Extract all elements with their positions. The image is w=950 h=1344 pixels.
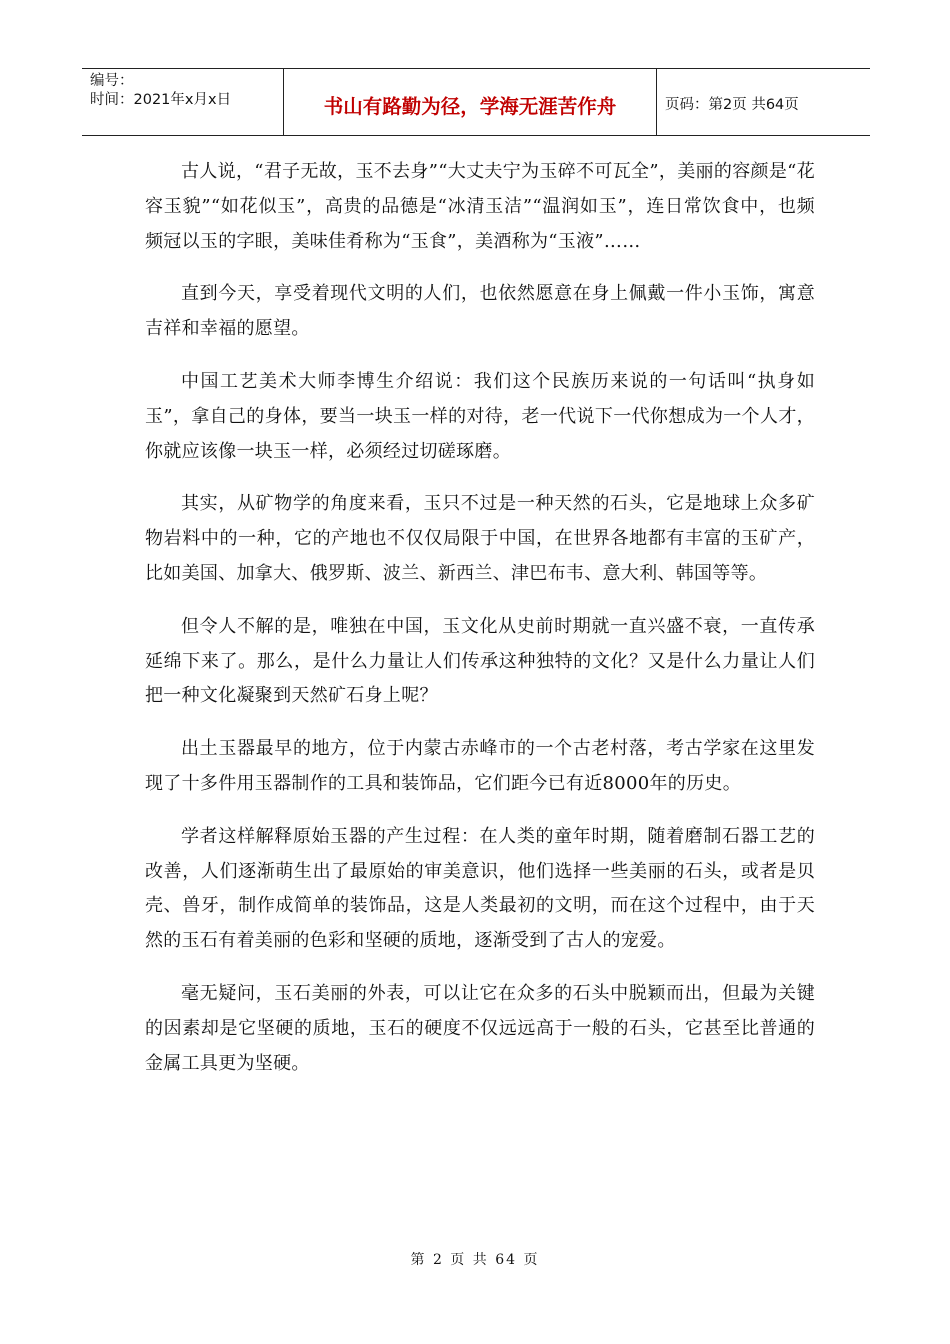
header-page-code: 页码：第2页 共64页 xyxy=(665,96,799,113)
paragraph-8: 毫无疑问，玉石美丽的外表，可以让它在众多的石头中脱颖而出，但最为关键的因素却是它坚硬的质地，玉石的硬度不仅远远高于一般的石头，它甚至比普通的金属工具更为坚硬。 xyxy=(145,982,815,1074)
header-meta xyxy=(82,69,284,135)
page-footer: 第 2 页 共 64 页 xyxy=(410,1252,540,1268)
paragraph-4: 其实，从矿物学的角度来看，玉只不过是一种天然的石头，它是地球上众多矿物岩料中的一种，它的产地也不仅仅局限于中国，在世界各地都有丰富的玉矿产，比如美国、加拿大、俄罗斯、波兰、新西兰、津巴布韦、意大利、韩国等等。 xyxy=(145,493,815,584)
header-number-label: 编号： xyxy=(90,73,134,89)
paragraph-5: 但令人不解的是，唯独在中国，玉文化从史前时期就一直兴盛不衰，一直传承延绵下来了。那么，是什么力量让人们传承这种独特的文化？又是什么力量让人们把一种文化凝聚到天然矿石身上呢？ xyxy=(145,615,815,707)
paragraph-7: 学者这样解释原始玉器的产生过程：在人类的童年时期，随着磨制石器工艺的改善，人们逐渐萌生出了最原始的审美意识，他们选择一些美丽的石头，或者是贝壳、兽牙，制作成简单的装饰品，这是人类最初的文明，而在这个过程中，由于天然的玉石有着美丽的色彩和坚硬的质地，逐渐受到了古人的宠爱。 xyxy=(145,825,815,952)
paragraph-3: 中国工艺美术大师李博生介绍说：我们这个民族历来说的一句话叫“执身如玉”，拿自己的身体，要当一块玉一样的对待，老一代说下一代你想成为一个人才，你就应该像一块玉一样，必须经过切磋琢磨。 xyxy=(145,370,815,462)
document-header xyxy=(82,68,870,136)
paragraph-6: 出土玉器最早的地方，位于内蒙古赤峰市的一个古老村落，考古学家在这里发现了十多件用玉器制作的工具和装饰品，它们距今已有近8000年的历史。 xyxy=(145,738,815,794)
header-time-label: 时间：2021年x月x日 xyxy=(90,92,232,108)
paragraph-2: 直到今天，享受着现代文明的人们，也依然愿意在身上佩戴一件小玉饰，寓意吉祥和幸福的愿望。 xyxy=(145,283,815,340)
document-body xyxy=(145,155,815,1081)
paragraph-1: 古人说，“君子无故，玉不去身”“大丈夫宁为玉碎不可瓦全”，美丽的容颜是“花容玉貌”“如花似玉”，高贵的品德是“冰清玉洁”“温润如玉”，连日常饮食中，也频频冠以玉的字眼，美味佳肴称为“玉食”，美酒称为“玉液”…… xyxy=(145,161,815,252)
header-motto: 书山有路勤为径，学海无涯苦作舟 xyxy=(284,69,657,135)
